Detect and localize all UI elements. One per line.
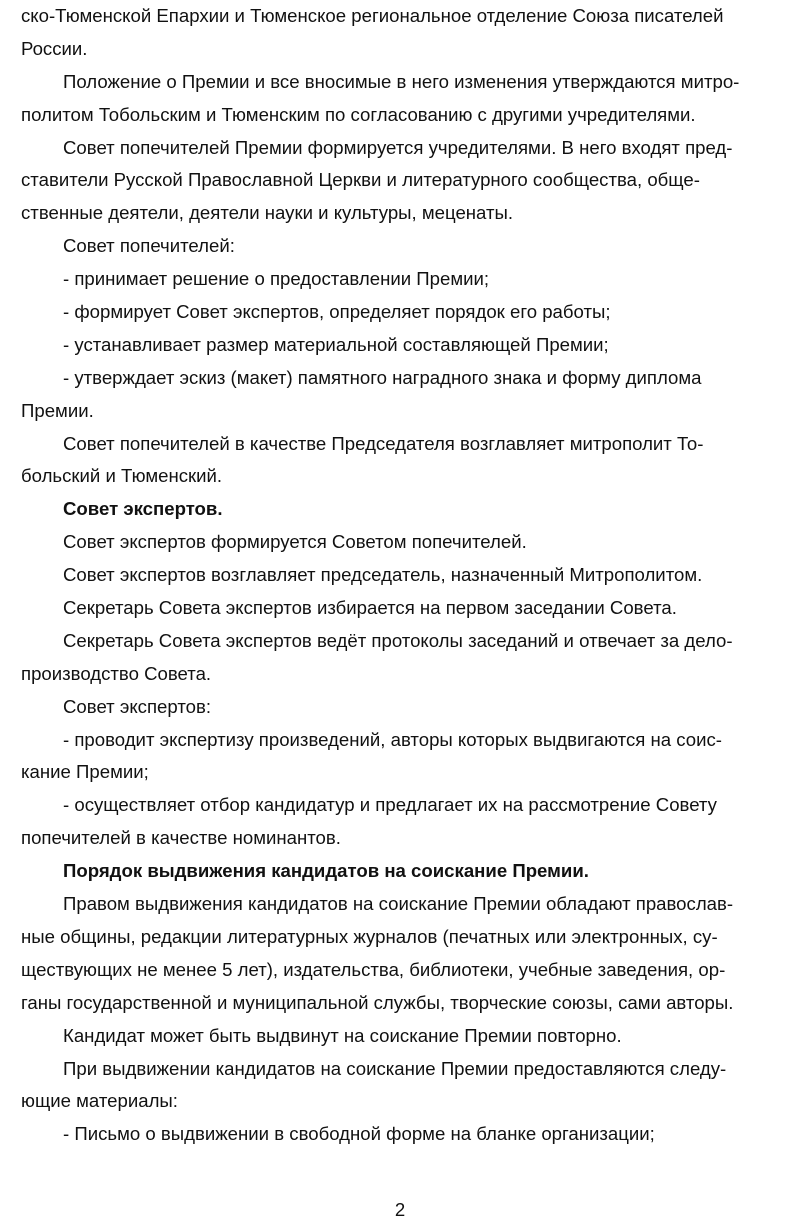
text-line: кание Премии; (21, 761, 149, 783)
list-item: - утверждает эскиз (макет) памятного наградного знака и форму диплома (63, 366, 702, 388)
text-line: Совет попечителей Премии формируется учредителями. В него входят пред- (63, 136, 733, 158)
text-line: Совет экспертов: (63, 695, 212, 717)
text-line: Правом выдвижения кандидатов на соискание Премии обладают православ- (63, 893, 734, 915)
list-item: - принимает решение о предоставлении Премии; (63, 268, 490, 290)
document-body (21, 0, 763, 1151)
text-line: Совет попечителей в качестве Председателя возглавляет митрополит То- (63, 432, 704, 454)
list-item: - Письмо о выдвижении в свободной форме на бланке организации; (63, 1123, 655, 1145)
text-line: больский и Тюменский. (21, 465, 223, 487)
text-line: Секретарь Совета экспертов избирается на первом заседании Совета. (63, 597, 677, 619)
text-line: При выдвижении кандидатов на соискание Премии предоставляются следу- (63, 1057, 727, 1079)
text-line: ско-Тюменской Епархии и Тюменское региональное отделение Союза писателей (21, 5, 724, 26)
text-line: политом Тобольским и Тюменским по согласованию с другими учредителями. (21, 103, 696, 125)
text-line: Совет попечителей: (63, 235, 235, 257)
list-item: - устанавливает размер материальной составляющей Премии; (63, 333, 609, 355)
text-line: Положение о Премии и все вносимые в него изменения утверждаются митро- (63, 70, 740, 92)
text-line: Совет экспертов возглавляет председатель, назначенный Митрополитом. (63, 564, 703, 586)
text-line: Секретарь Совета экспертов ведёт протоколы заседаний и отвечает за дело- (63, 629, 733, 651)
text-line: ющие материалы: (21, 1090, 178, 1112)
text-line: попечителей в качестве номинантов. (21, 827, 341, 849)
text-line: производство Совета. (21, 662, 212, 684)
text-line: ганы государственной и муниципальной службы, творческие союзы, сами авторы. (21, 991, 734, 1013)
text-line: ставители Русской Православной Церкви и литературного сообщества, обще- (21, 169, 700, 191)
list-item: - формирует Совет экспертов, определяет порядок его работы; (63, 301, 611, 323)
text-line: ные общины, редакции литературных журналов (печатных или электронных, су- (21, 925, 718, 947)
text-line: Совет экспертов формируется Советом попечителей. (63, 531, 527, 553)
section-heading: Совет экспертов. (63, 498, 223, 520)
text-line: Кандидат может быть выдвинут на соискание Премии повторно. (63, 1024, 622, 1046)
list-item: - проводит экспертизу произведений, авторы которых выдвигаются на соис- (63, 728, 722, 750)
text-line: России. (21, 37, 88, 59)
text-line: Премии. (21, 399, 94, 421)
text-line: ществующих не менее 5 лет), издательства, библиотеки, учебные заведения, ор- (21, 958, 726, 980)
text-line: ственные деятели, деятели науки и культуры, меценаты. (21, 202, 514, 224)
section-heading: Порядок выдвижения кандидатов на соискание Премии. (63, 860, 589, 882)
list-item: - осуществляет отбор кандидатур и предлагает их на рассмотрение Совету (63, 794, 717, 816)
page-number: 2 (394, 1199, 406, 1220)
